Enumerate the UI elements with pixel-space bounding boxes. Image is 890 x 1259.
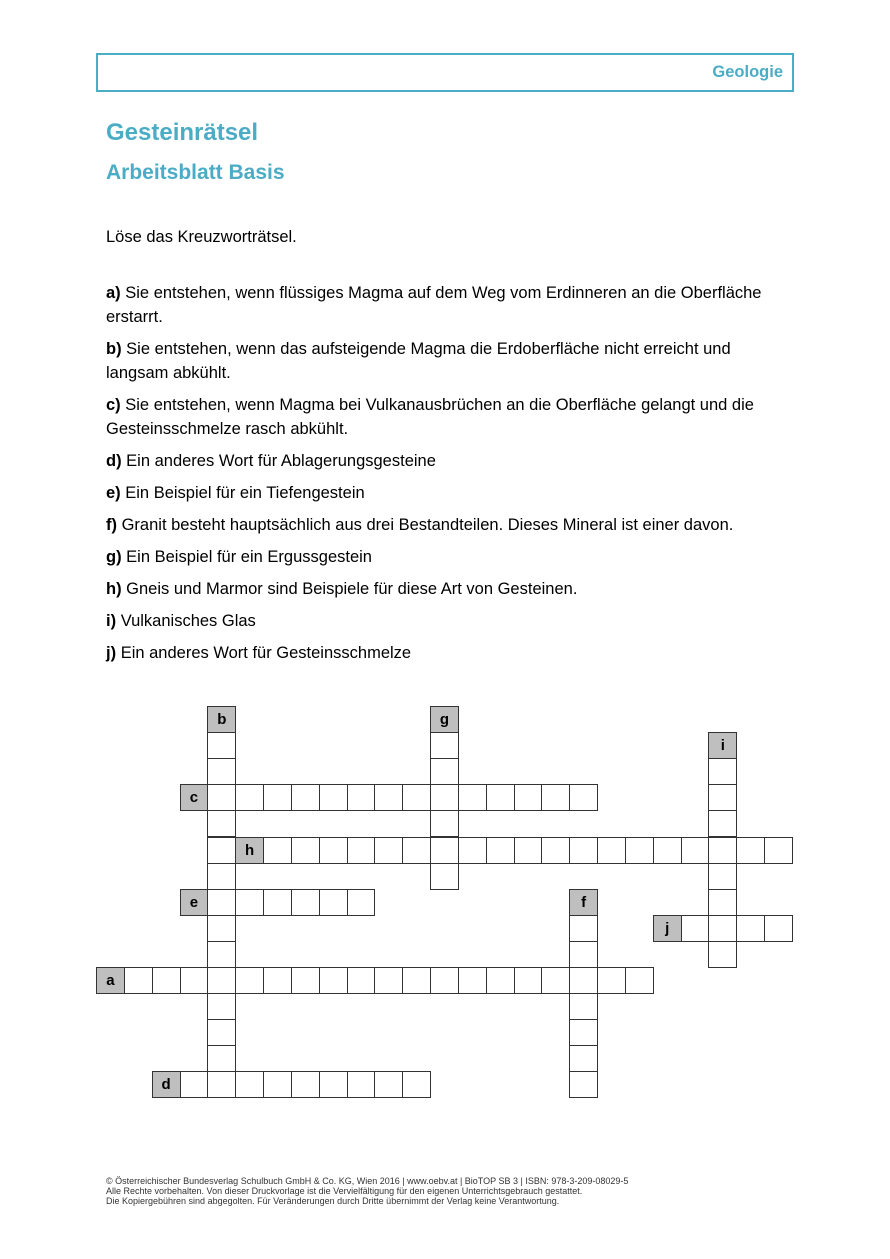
footer-line: Alle Rechte vorbehalten. Von dieser Druckvorlage ist die Vervielfältigung für den eigenen Unterrichtsgebrauch gestattet. (106, 1186, 583, 1196)
clue-text-continued: erstarrt. (106, 308, 163, 326)
page-subtitle: Arbeitsblatt Basis (106, 161, 285, 184)
clue-letter: a) (106, 284, 121, 302)
crossword-cell (291, 967, 320, 994)
crossword-cell (569, 915, 598, 942)
crossword-cell (430, 863, 459, 890)
crossword-cell (736, 837, 765, 864)
crossword-cell (263, 967, 292, 994)
crossword-cell (569, 993, 598, 1020)
clue-text: Granit besteht hauptsächlich aus drei Bestandteilen. Dieses Mineral ist einer davon. (121, 516, 734, 534)
crossword-cell (514, 837, 543, 864)
clue-text: Sie entstehen, wenn das aufsteigende Magma die Erdoberfläche nicht erreicht und (126, 340, 731, 358)
crossword-cell (347, 837, 376, 864)
crossword-cell (514, 784, 543, 811)
crossword-cell (458, 837, 487, 864)
clue-letter: f) (106, 516, 117, 534)
crossword-cell (207, 810, 236, 837)
crossword-cell (486, 837, 515, 864)
crossword-cell (291, 837, 320, 864)
crossword-cell (207, 941, 236, 968)
crossword-cell (235, 1071, 264, 1098)
crossword-cell (347, 784, 376, 811)
crossword-cell (319, 967, 348, 994)
clue-letter: j) (106, 644, 117, 662)
clue-j (106, 641, 761, 665)
clue-text-continued: langsam abkühlt. (106, 364, 231, 382)
crossword-cell (124, 967, 153, 994)
crossword-cell (235, 889, 264, 916)
crossword-cell (207, 732, 236, 759)
crossword-cell (374, 837, 403, 864)
crossword-cell (625, 967, 654, 994)
crossword-cell (319, 784, 348, 811)
crossword-cell (291, 784, 320, 811)
crossword-cell (514, 967, 543, 994)
crossword-cell (541, 837, 570, 864)
crossword-cell (263, 837, 292, 864)
crossword-cell (291, 889, 320, 916)
crossword-cell (207, 863, 236, 890)
clue-text: Gneis und Marmor sind Beispiele für diese Art von Gesteinen. (126, 580, 578, 598)
crossword-cell (458, 967, 487, 994)
crossword-cell (541, 784, 570, 811)
crossword-label-i: i (708, 732, 737, 759)
crossword-cell (347, 889, 376, 916)
footer-line: Die Kopiergebühren sind abgegolten. Für Veränderungen durch Dritte übernimmt der Verlag keine Verantwortung. (106, 1196, 560, 1206)
clue-text: Vulkanisches Glas (120, 612, 256, 630)
clue-b (106, 337, 761, 385)
crossword-cell (430, 732, 459, 759)
clue-text: Ein anderes Wort für Gesteinsschmelze (120, 644, 412, 662)
crossword-cell (708, 758, 737, 785)
crossword-cell (486, 967, 515, 994)
clue-letter: g) (106, 548, 122, 566)
clue-i (106, 609, 761, 633)
clue-text: Ein Beispiel für ein Tiefengestein (125, 484, 365, 502)
crossword-cell (207, 1071, 236, 1098)
crossword-label-b: b (207, 706, 236, 733)
crossword-cell (207, 967, 236, 994)
crossword-cell (235, 967, 264, 994)
clue-text: Ein anderes Wort für Ablagerungsgesteine (126, 452, 436, 470)
crossword-cell (430, 967, 459, 994)
crossword-cell (291, 1071, 320, 1098)
crossword-cell (207, 889, 236, 916)
crossword-cell (402, 784, 431, 811)
clue-h (106, 577, 761, 601)
crossword-cell (625, 837, 654, 864)
crossword-cell (708, 784, 737, 811)
subject-label: Geologie (712, 63, 783, 81)
crossword-cell (402, 967, 431, 994)
crossword-cell (180, 967, 209, 994)
clue-letter: d) (106, 452, 122, 470)
clue-e (106, 481, 761, 505)
crossword-cell (708, 889, 737, 916)
crossword-cell (207, 993, 236, 1020)
crossword-cell (207, 915, 236, 942)
crossword-label-d: d (152, 1071, 181, 1098)
clue-text: Sie entstehen, wenn flüssiges Magma auf dem Weg vom Erdinneren an die Oberfläche (125, 284, 762, 302)
clue-text-continued: Gesteinsschmelze rasch abkühlt. (106, 420, 349, 438)
clue-a (106, 281, 761, 329)
clue-letter: b) (106, 340, 122, 358)
crossword-cell (486, 784, 515, 811)
clue-list (106, 281, 761, 673)
crossword-cell (764, 915, 793, 942)
crossword-cell (374, 967, 403, 994)
crossword-cell (597, 837, 626, 864)
crossword-cell (430, 758, 459, 785)
crossword-cell (569, 1071, 598, 1098)
crossword-cell (430, 784, 459, 811)
crossword-cell (708, 915, 737, 942)
crossword-cell (569, 941, 598, 968)
crossword-cell (597, 967, 626, 994)
crossword-cell (402, 837, 431, 864)
crossword-cell (681, 915, 710, 942)
crossword-cell (708, 863, 737, 890)
crossword-cell (374, 1071, 403, 1098)
crossword-cell (569, 967, 598, 994)
crossword-cell (263, 1071, 292, 1098)
crossword-cell (319, 1071, 348, 1098)
crossword-cell (152, 967, 181, 994)
crossword-cell (708, 810, 737, 837)
crossword-label-a: a (96, 967, 125, 994)
crossword-cell (708, 837, 737, 864)
crossword-cell (263, 784, 292, 811)
clue-f (106, 513, 761, 537)
crossword-cell (402, 1071, 431, 1098)
footer-line: © Österreichischer Bundesverlag Schulbuch GmbH & Co. KG, Wien 2016 | www.oebv.at | BioTOP SB 3 | ISBN: 978-3-209-08029-5 (106, 1176, 629, 1186)
crossword-cell (235, 784, 264, 811)
crossword-cell (207, 784, 236, 811)
crossword-cell (430, 837, 459, 864)
clue-letter: i) (106, 612, 117, 630)
crossword-cell (569, 784, 598, 811)
crossword-label-e: e (180, 889, 209, 916)
crossword-cell (458, 784, 487, 811)
crossword-cell (764, 837, 793, 864)
crossword-cell (207, 1045, 236, 1072)
crossword-label-f: f (569, 889, 598, 916)
clue-letter: h) (106, 580, 122, 598)
crossword-cell (263, 889, 292, 916)
crossword-cell (347, 1071, 376, 1098)
page-title: Gesteinrätsel (106, 119, 259, 146)
instruction-text: Löse das Kreuzworträtsel. (106, 228, 297, 246)
clue-g (106, 545, 761, 569)
crossword-label-c: c (180, 784, 209, 811)
crossword-cell (207, 837, 236, 864)
crossword-cell (569, 1045, 598, 1072)
crossword-cell (347, 967, 376, 994)
crossword-cell (319, 889, 348, 916)
clue-text: Ein Beispiel für ein Ergussgestein (126, 548, 372, 566)
clue-letter: e) (106, 484, 121, 502)
crossword-cell (180, 1071, 209, 1098)
clue-letter: c) (106, 396, 121, 414)
crossword-cell (430, 810, 459, 837)
crossword-label-h: h (235, 837, 264, 864)
clue-text: Sie entstehen, wenn Magma bei Vulkanausbrüchen an die Oberfläche gelangt und die (125, 396, 754, 414)
crossword-cell (207, 758, 236, 785)
crossword-grid (96, 706, 793, 1099)
crossword-label-g: g (430, 706, 459, 733)
crossword-cell (569, 837, 598, 864)
crossword-cell (681, 837, 710, 864)
crossword-cell (708, 941, 737, 968)
crossword-cell (653, 837, 682, 864)
clue-d (106, 449, 761, 473)
crossword-cell (736, 915, 765, 942)
crossword-cell (319, 837, 348, 864)
crossword-label-j: j (653, 915, 682, 942)
subject-header-box (96, 53, 794, 92)
copyright-footer (106, 1176, 628, 1206)
crossword-cell (569, 1019, 598, 1046)
crossword-cell (207, 1019, 236, 1046)
clue-c (106, 393, 761, 441)
crossword-cell (374, 784, 403, 811)
crossword-cell (541, 967, 570, 994)
